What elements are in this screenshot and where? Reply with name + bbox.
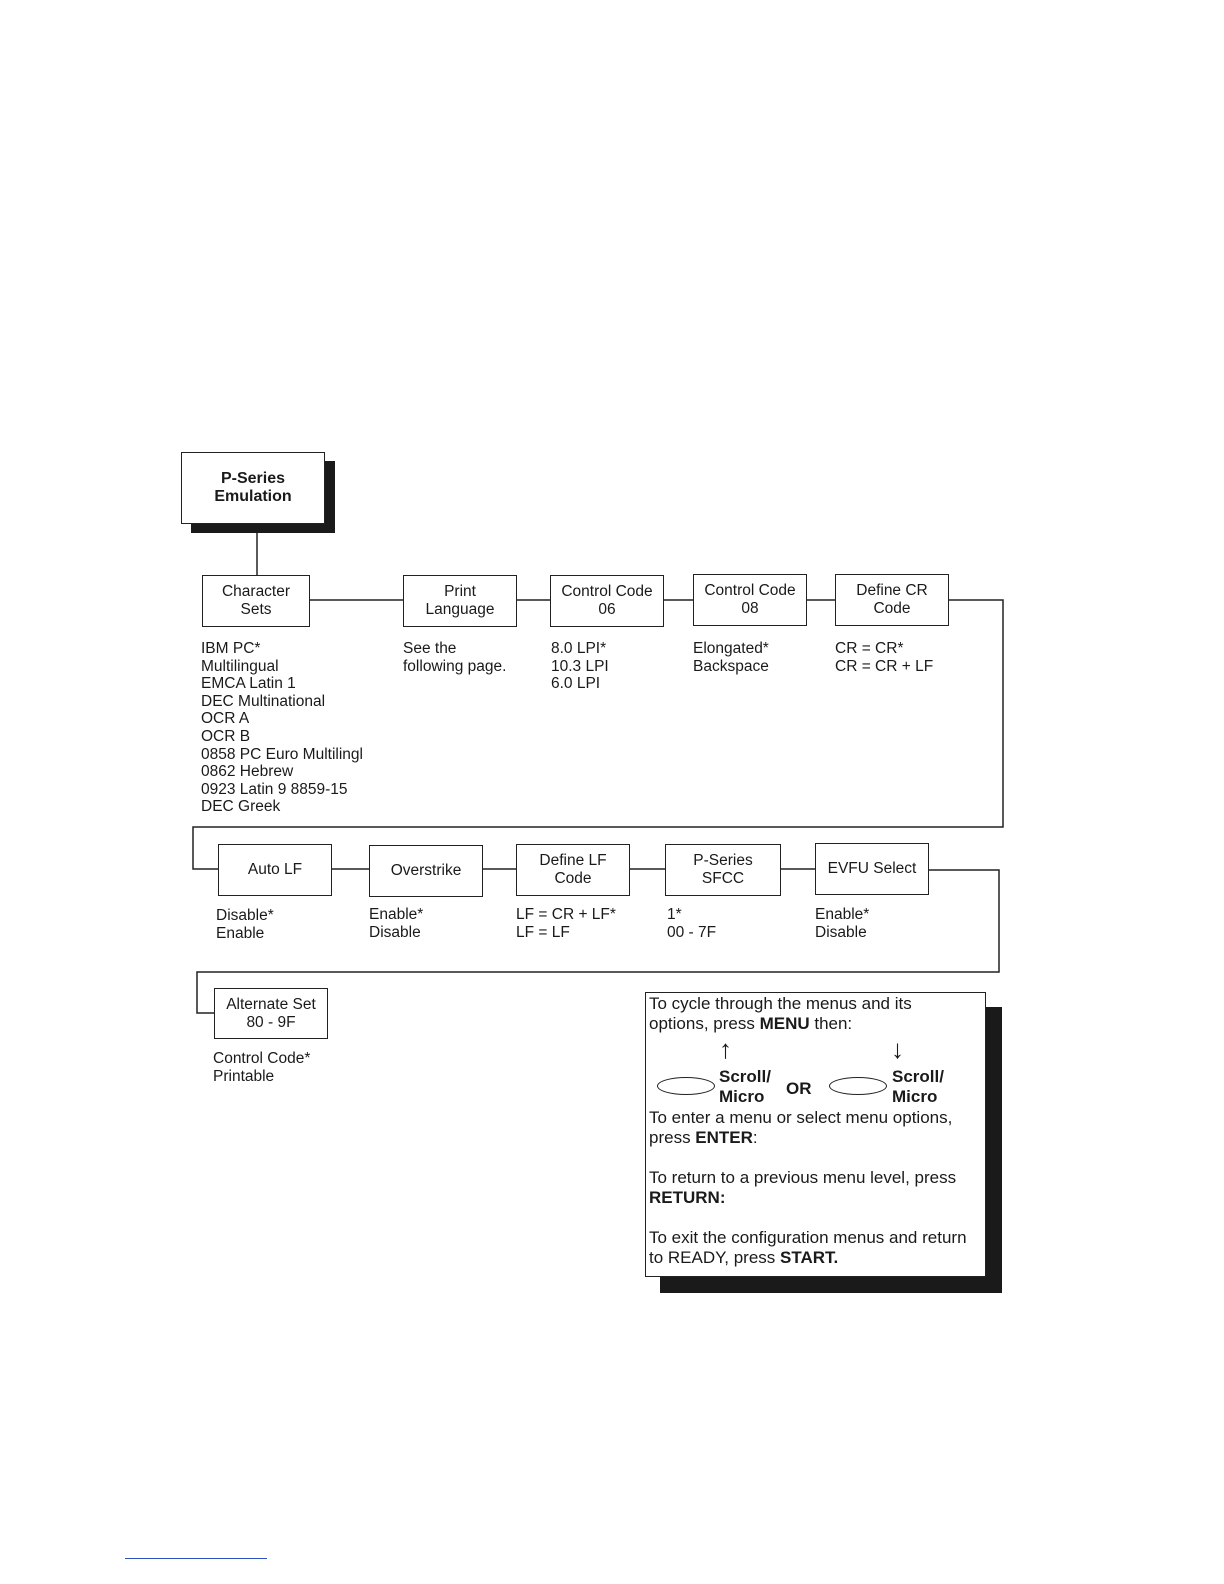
- menu-evfu-select[interactable]: EVFU Select: [815, 843, 929, 895]
- options-p-series-sfcc: [667, 906, 716, 941]
- spacer: [649, 1148, 982, 1168]
- help-cycle-line1: To cycle through the menus and its: [649, 994, 912, 1013]
- menu-define-cr-code[interactable]: Define CR Code: [835, 574, 949, 626]
- menu-key: MENU: [759, 1014, 810, 1033]
- option-item: CR = CR*: [835, 640, 904, 657]
- option-item: See the: [403, 640, 457, 657]
- option-item: Elongated*: [693, 640, 769, 657]
- menu-auto-lf[interactable]: Auto LF: [218, 844, 332, 896]
- option-item: Disable*: [216, 907, 274, 924]
- help-cycle-text: options, press: [649, 1014, 760, 1033]
- help-enter-tail: :: [752, 1128, 758, 1147]
- options-control-code-08: [693, 640, 769, 675]
- help-return-line2: [649, 1188, 982, 1208]
- scroll-up-label: Scroll/ Micro: [719, 1067, 771, 1106]
- arrow-up-icon: ↑: [719, 1034, 732, 1064]
- option-item: 10.3 LPI: [551, 657, 609, 675]
- options-character-sets: [201, 640, 363, 816]
- scroll-up-button[interactable]: [657, 1077, 715, 1095]
- option-item: 0923 Latin 9 8859-15: [201, 780, 348, 798]
- option-item: 6.0 LPI: [551, 675, 601, 693]
- option-item: Multilingual: [201, 657, 279, 675]
- menu-control-code-08[interactable]: Control Code 08: [693, 574, 807, 626]
- option-item: LF = CR + LF*: [516, 906, 616, 923]
- option-item: 8.0 LPI*: [551, 640, 607, 657]
- scroll-down-button[interactable]: [829, 1077, 887, 1095]
- menu-character-sets[interactable]: Character Sets: [202, 575, 310, 627]
- return-key: RETURN:: [649, 1188, 726, 1207]
- menu-overstrike[interactable]: Overstrike: [369, 845, 483, 897]
- option-item: following page.: [403, 657, 507, 675]
- start-key: START.: [780, 1248, 839, 1267]
- option-item: Enable: [216, 924, 265, 942]
- option-item: Printable: [213, 1067, 275, 1085]
- menu-alternate-set[interactable]: Alternate Set 80 - 9F: [214, 988, 328, 1039]
- help-exit-line1: To exit the configuration menus and return: [649, 1228, 967, 1247]
- or-label: OR: [786, 1079, 812, 1098]
- options-define-cr-code: [835, 640, 933, 675]
- root-p-series-emulation[interactable]: P-Series Emulation: [181, 452, 325, 524]
- option-item: Disable: [815, 923, 867, 941]
- option-item: OCR A: [201, 710, 250, 728]
- help-enter-line1: To enter a menu or select menu options,: [649, 1108, 953, 1127]
- option-item: 00 - 7F: [667, 923, 717, 941]
- options-auto-lf: [216, 907, 274, 942]
- help-panel: [645, 992, 986, 1277]
- option-item: IBM PC*: [201, 640, 261, 657]
- option-item: Enable*: [369, 906, 424, 923]
- option-item: CR = CR + LF: [835, 657, 934, 675]
- help-cycle-tail: then:: [809, 1014, 853, 1033]
- options-print-language: [403, 640, 506, 675]
- enter-key: ENTER: [695, 1128, 753, 1147]
- option-item: OCR B: [201, 727, 251, 745]
- options-overstrike: [369, 906, 423, 941]
- scroll-buttons-row: [649, 1034, 982, 1108]
- option-item: EMCA Latin 1: [201, 675, 296, 693]
- option-item: Control Code*: [213, 1050, 311, 1067]
- options-define-lf-code: [516, 906, 616, 941]
- menu-define-lf-code[interactable]: Define LF Code: [516, 844, 630, 896]
- spacer: [649, 1208, 982, 1228]
- option-item: 0862 Hebrew: [201, 763, 294, 781]
- options-evfu-select: [815, 906, 869, 941]
- help-cycle-line2: [649, 1014, 982, 1034]
- option-item: DEC Greek: [201, 798, 281, 816]
- option-item: 0858 PC Euro Multilingl: [201, 745, 363, 763]
- option-item: 1*: [667, 906, 682, 923]
- menu-p-series-sfcc[interactable]: P-Series SFCC: [665, 844, 781, 896]
- options-alternate-set: [213, 1050, 310, 1085]
- option-item: LF = LF: [516, 923, 570, 941]
- option-item: DEC Multinational: [201, 692, 326, 710]
- help-return-line1: To return to a previous menu level, press: [649, 1168, 957, 1187]
- scroll-down-label: Scroll/ Micro: [892, 1067, 944, 1106]
- footer-rule: [125, 1558, 267, 1559]
- help-enter-text: press: [649, 1128, 696, 1147]
- help-exit-text: to READY, press: [649, 1248, 781, 1267]
- options-control-code-06: [551, 640, 609, 693]
- menu-control-code-06[interactable]: Control Code 06: [550, 575, 664, 627]
- option-item: Enable*: [815, 906, 870, 923]
- help-exit-line2: [649, 1248, 982, 1268]
- option-item: Backspace: [693, 657, 769, 675]
- menu-print-language[interactable]: Print Language: [403, 575, 517, 627]
- arrow-down-icon: ↓: [891, 1034, 904, 1064]
- option-item: Disable: [369, 923, 421, 941]
- help-enter-line2: [649, 1128, 982, 1148]
